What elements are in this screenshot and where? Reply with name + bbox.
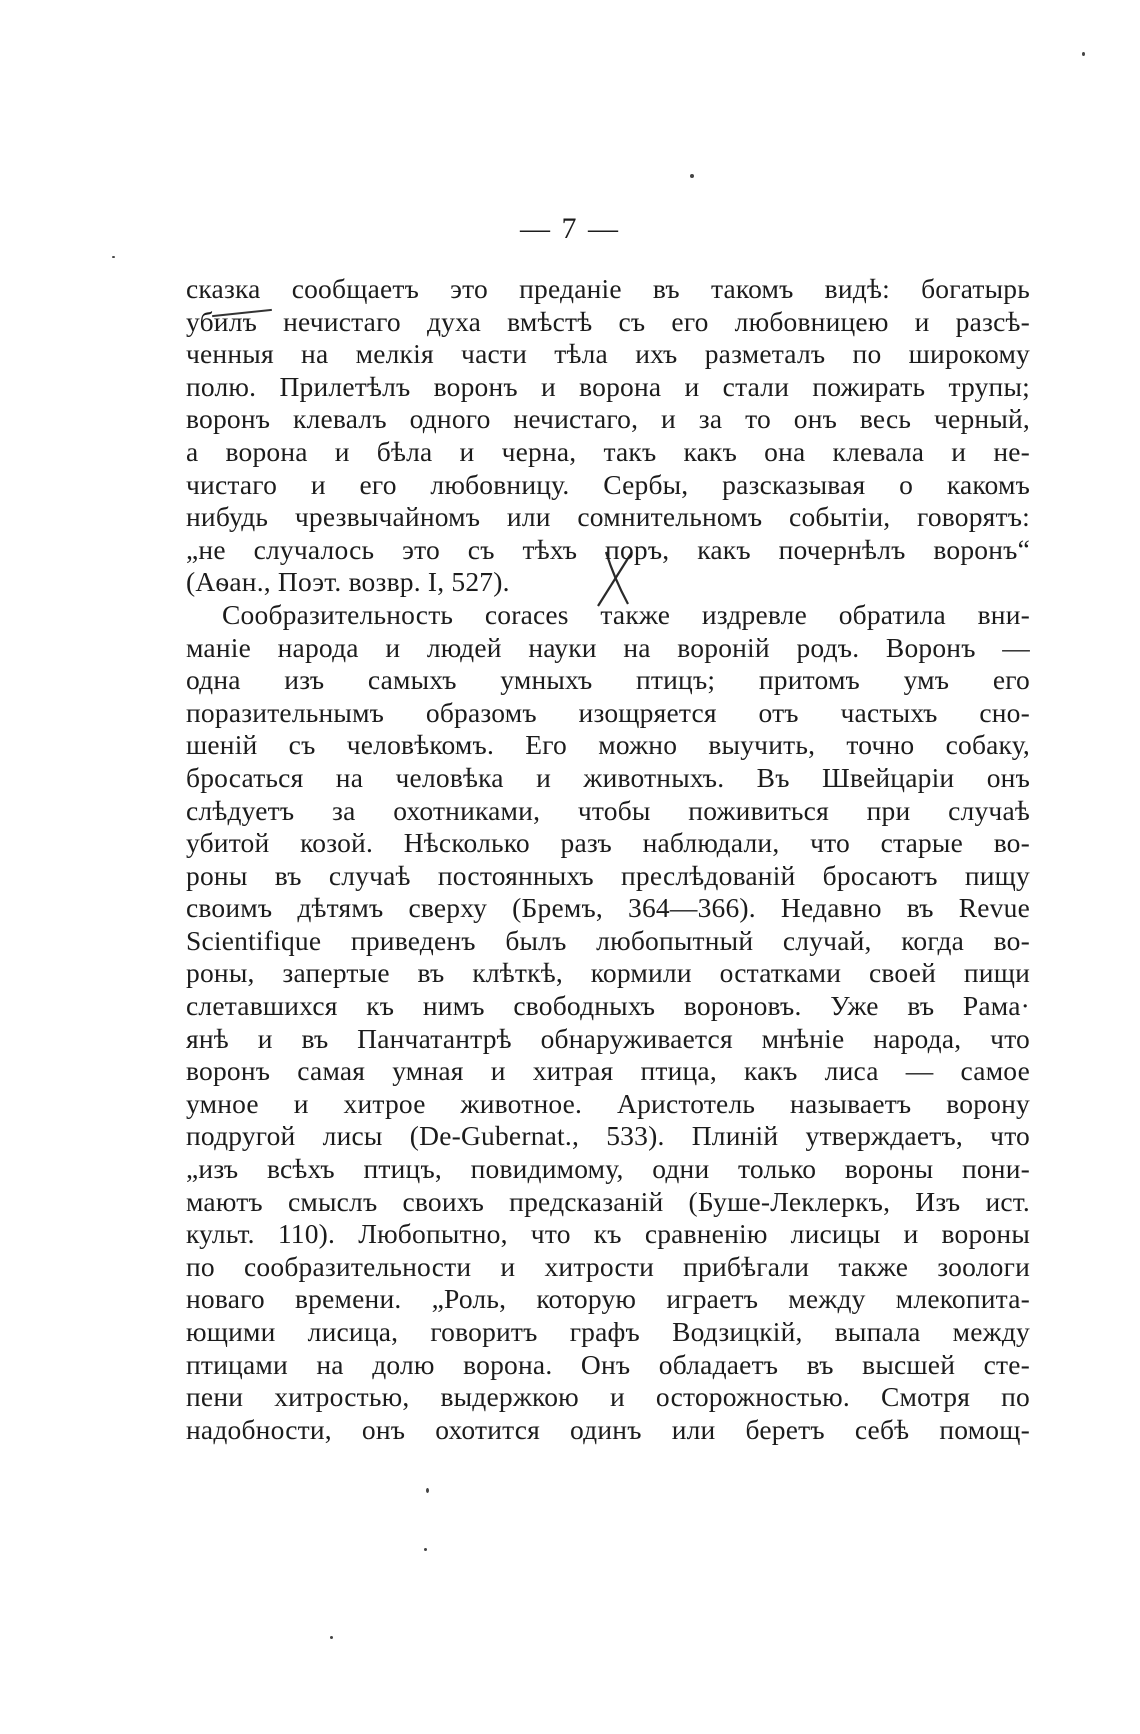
text-line: своимъ дѣтямъ сверху (Бремъ, 364—366). Недавно въ Revue <box>186 892 1030 924</box>
text-line: а ворона и бѣла и черна, такъ какъ она клевала и не- <box>186 435 1030 467</box>
text-line: одна изъ самыхъ умныхъ птицъ; притомъ умъ его <box>186 664 1030 696</box>
text-line-paragraph-start: Сообразительность coraces также издревле обратила вни- <box>222 598 1030 630</box>
scan-speck <box>426 1488 429 1493</box>
text-line: ющими лисица, говоритъ графъ Водзицкій, выпала между <box>186 1316 1030 1347</box>
text-line: пени хитростью, выдержкою и осторожностью. Смотря по <box>186 1381 1030 1413</box>
text-line: бросаться на человѣка и животныхъ. Въ Швейцаріи онъ <box>186 761 1030 793</box>
text-line: сказка сообщаетъ это преданіе въ такомъ видѣ: богатырь <box>186 273 1030 304</box>
text-line: янѣ и въ Панчатантрѣ обнаруживается мнѣніе народа, что <box>186 1022 1030 1054</box>
text-line: полю. Прилетѣлъ воронъ и ворона и стали пожирать трупы; <box>186 370 1030 402</box>
text-line: „изъ всѣхъ птицъ, повидимому, одни только вороны пони- <box>186 1153 1030 1185</box>
page-number: — 7 — <box>520 212 620 245</box>
text-line: Scientifique приведенъ былъ любопытный случай, когда во- <box>186 924 1030 956</box>
scan-speck <box>330 1636 333 1639</box>
text-line: умное и хитрое животное. Аристотель называетъ ворону <box>186 1087 1030 1119</box>
text-line: культ. 110). Любопытно, что къ сравненію лисицы и вороны <box>186 1218 1030 1250</box>
text-line: по сообразительности и хитрости прибѣгали также зоологи <box>186 1250 1030 1282</box>
text-line: птицами на долю ворона. Онъ обладаетъ въ высшей сте- <box>186 1348 1030 1380</box>
text-line: новаго времени. „Роль, которую играетъ между млекопита- <box>186 1283 1030 1315</box>
text-line: нибудь чрезвычайномъ или сомнительномъ событіи, говорятъ: <box>186 501 1030 533</box>
scan-speck <box>690 174 694 178</box>
scan-speck <box>1082 52 1085 56</box>
text-line: надобности, онъ охотится одинъ или беретъ себѣ помощ- <box>186 1413 1030 1445</box>
text-line: слетавшихся къ нимъ свободныхъ вороновъ. Уже въ Рама· <box>186 990 1030 1022</box>
text-line: маніе народа и людей науки на вороній родъ. Воронъ — <box>186 631 1030 663</box>
text-line: чистаго и его любовницу. Сербы, разсказывая о какомъ <box>186 468 1030 500</box>
text-line: слѣдуетъ за охотниками, чтобы поживиться при случаѣ <box>186 794 1030 826</box>
scan-speck <box>424 1548 427 1551</box>
text-line: подругой лисы (De-Gubernat., 533). Плиній утверждаетъ, что <box>186 1120 1030 1152</box>
scan-speck <box>112 256 115 258</box>
text-line: „не случалось это съ тѣхъ поръ, какъ почернѣлъ воронъ“ <box>186 533 1030 565</box>
text-line: воронъ самая умная и хитрая птица, какъ лиса — самое <box>186 1055 1030 1087</box>
text-line-paragraph-end: (Аѳан., Поэт. возвр. I, 527). <box>186 566 510 598</box>
text-line: шеній съ человѣкомъ. Его можно выучить, точно собаку, <box>186 729 1030 761</box>
text-line: ченныя на мелкія части тѣла ихъ разметалъ по широкому <box>186 338 1030 370</box>
body-text <box>186 273 1030 1446</box>
text-line: воронъ клевалъ одного нечистаго, и за то онъ весь черный, <box>186 403 1030 435</box>
text-line: роны, запертые въ клѣткѣ, кормили остатками своей пищи <box>186 957 1030 989</box>
text-line: маютъ смыслъ своихъ предсказаній (Буше-Леклеркъ, Изъ ист. <box>186 1185 1030 1217</box>
text-line: убилъ нечистаго духа вмѣстѣ съ его любовницею и разсѣ- <box>186 305 1030 337</box>
text-line: убитой козой. Нѣсколько разъ наблюдали, что старые во- <box>186 827 1030 859</box>
text-line: роны въ случаѣ постоянныхъ преслѣдованій бросаютъ пищу <box>186 859 1030 891</box>
text-line: поразительнымъ образомъ изощряется отъ частыхъ сно- <box>186 696 1030 728</box>
